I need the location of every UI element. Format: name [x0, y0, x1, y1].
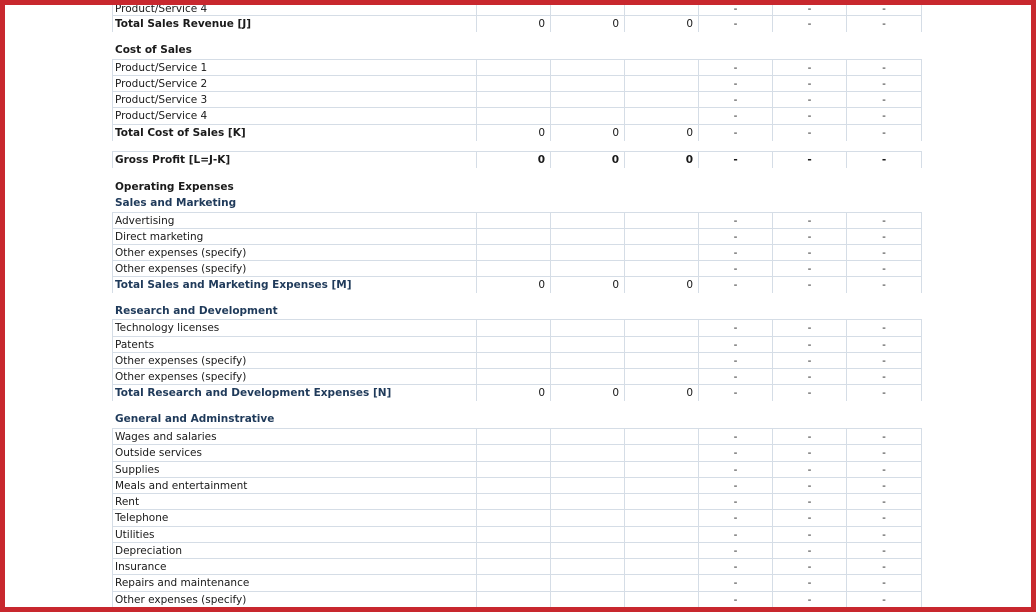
row-label: Other expenses (specify)	[115, 355, 247, 367]
projection-cell[interactable]: -	[698, 429, 772, 445]
table-row	[112, 591, 922, 608]
projection-cell[interactable]: -	[846, 76, 921, 92]
value-cell[interactable]	[624, 559, 698, 575]
projection-cell[interactable]: -	[698, 494, 772, 510]
projection-cell[interactable]: -	[698, 510, 772, 526]
projection-cell[interactable]: -	[846, 213, 921, 229]
table-row	[112, 228, 922, 245]
value-cell[interactable]: 0	[476, 385, 550, 401]
projection-cell[interactable]: -	[772, 445, 846, 461]
value-cell[interactable]: 0	[624, 277, 698, 293]
projection-cell[interactable]: -	[846, 337, 921, 353]
projection-cell[interactable]: -	[698, 16, 772, 32]
projection-cell[interactable]: -	[698, 125, 772, 141]
projection-cell[interactable]: -	[846, 353, 921, 369]
projection-cell[interactable]: -	[772, 575, 846, 591]
value-cell[interactable]	[624, 369, 698, 385]
projection-cell[interactable]: -	[772, 559, 846, 575]
grid-line	[112, 337, 113, 353]
row-label: General and Adminstrative	[115, 413, 275, 425]
grid-line	[112, 152, 113, 168]
projection-cell[interactable]: -	[846, 478, 921, 494]
row-label: Other expenses (specify)	[115, 247, 247, 259]
projection-cell[interactable]: -	[772, 261, 846, 277]
grid-line	[921, 478, 922, 494]
grid-line	[112, 527, 113, 543]
grid-line	[112, 429, 113, 445]
value-cell[interactable]: 0	[550, 16, 624, 32]
value-cell[interactable]	[550, 478, 624, 494]
table-row	[112, 260, 922, 277]
value-cell[interactable]	[624, 261, 698, 277]
section-header	[112, 303, 922, 319]
grid-line	[112, 76, 113, 92]
grid-line	[921, 245, 922, 261]
value-cell[interactable]	[624, 575, 698, 591]
value-cell[interactable]	[476, 543, 550, 559]
projection-cell[interactable]: -	[772, 245, 846, 261]
projection-cell[interactable]: -	[698, 445, 772, 461]
projection-cell[interactable]: -	[698, 60, 772, 76]
projection-cell[interactable]: -	[846, 60, 921, 76]
section-header	[112, 179, 922, 195]
table-row	[112, 477, 922, 494]
value-cell[interactable]	[550, 559, 624, 575]
value-cell[interactable]	[476, 261, 550, 277]
grid-line	[112, 277, 113, 293]
grid-line	[112, 462, 113, 478]
projection-cell[interactable]: -	[698, 559, 772, 575]
projection-cell[interactable]: -	[846, 229, 921, 245]
value-cell[interactable]: 0	[624, 385, 698, 401]
value-cell[interactable]	[476, 445, 550, 461]
section-header	[112, 195, 922, 211]
section-header	[112, 42, 922, 58]
value-cell[interactable]	[550, 527, 624, 543]
projection-cell[interactable]: -	[698, 213, 772, 229]
value-cell[interactable]	[624, 60, 698, 76]
projection-cell[interactable]: -	[846, 592, 921, 608]
projection-cell[interactable]: -	[846, 559, 921, 575]
value-cell[interactable]	[624, 478, 698, 494]
grid-line	[112, 60, 113, 76]
value-cell[interactable]: 0	[476, 152, 550, 168]
grid-line	[112, 213, 113, 229]
table-row	[112, 493, 922, 510]
projection-cell[interactable]: -	[772, 385, 846, 401]
grid-line	[112, 229, 113, 245]
value-cell[interactable]: 0	[550, 277, 624, 293]
table-row	[112, 574, 922, 591]
projection-cell[interactable]: -	[698, 229, 772, 245]
grid-line	[921, 60, 922, 76]
grid-line	[921, 445, 922, 461]
value-cell[interactable]	[550, 261, 624, 277]
row-label: Patents	[115, 339, 155, 351]
value-cell[interactable]	[476, 320, 550, 336]
projection-cell[interactable]: -	[698, 369, 772, 385]
projection-cell[interactable]: -	[846, 494, 921, 510]
grid-line	[921, 510, 922, 526]
value-cell[interactable]	[476, 92, 550, 108]
row-label: Advertising	[115, 215, 175, 227]
projection-cell[interactable]: -	[772, 60, 846, 76]
projection-cell[interactable]: -	[846, 277, 921, 293]
row-label: Total Sales Revenue [J]	[115, 18, 252, 30]
value-cell[interactable]	[624, 429, 698, 445]
grid-line	[112, 16, 113, 32]
grid-line	[921, 16, 922, 32]
projection-cell[interactable]: -	[846, 16, 921, 32]
value-cell[interactable]: 0	[550, 385, 624, 401]
value-cell[interactable]: 0	[624, 16, 698, 32]
row-label: Total Cost of Sales [K]	[115, 127, 246, 139]
value-cell[interactable]	[550, 462, 624, 478]
row-label: Repairs and maintenance	[115, 577, 250, 589]
value-cell[interactable]	[624, 543, 698, 559]
value-cell[interactable]	[550, 76, 624, 92]
value-cell[interactable]	[550, 445, 624, 461]
grid-line	[921, 213, 922, 229]
row-label: Total Research and Development Expenses [N]	[115, 387, 392, 399]
value-cell[interactable]	[476, 510, 550, 526]
projection-cell[interactable]: -	[846, 575, 921, 591]
projection-cell[interactable]: -	[698, 592, 772, 608]
projection-cell[interactable]: -	[772, 369, 846, 385]
row-label: Other expenses (specify)	[115, 263, 247, 275]
row-label: Total Sales and Marketing Expenses [M]	[115, 279, 352, 291]
grid-line	[921, 559, 922, 575]
table-row	[112, 444, 922, 461]
grid-line	[921, 369, 922, 385]
value-cell[interactable]	[476, 245, 550, 261]
grid-line	[921, 261, 922, 277]
row-label: Meals and entertainment	[115, 480, 248, 492]
grid-line	[112, 494, 113, 510]
grid-line	[112, 559, 113, 575]
value-cell[interactable]: 0	[476, 277, 550, 293]
value-cell[interactable]	[624, 592, 698, 608]
value-cell[interactable]: 0	[624, 125, 698, 141]
value-cell[interactable]	[550, 92, 624, 108]
grid-line	[112, 108, 113, 124]
table-row	[112, 276, 922, 293]
grid-line	[921, 543, 922, 559]
grid-line	[921, 76, 922, 92]
value-cell[interactable]	[550, 213, 624, 229]
value-cell[interactable]	[476, 494, 550, 510]
grid-line	[921, 385, 922, 401]
row-label: Utilities	[115, 529, 155, 541]
projection-cell[interactable]: -	[772, 1, 846, 17]
value-cell[interactable]: 0	[550, 152, 624, 168]
value-cell[interactable]	[550, 60, 624, 76]
value-cell[interactable]	[476, 76, 550, 92]
grid-line	[112, 478, 113, 494]
projection-cell[interactable]: -	[772, 353, 846, 369]
table-row	[112, 244, 922, 261]
projection-cell[interactable]: -	[846, 152, 921, 168]
grid-line	[112, 543, 113, 559]
row-label: Insurance	[115, 561, 167, 573]
value-cell[interactable]	[550, 337, 624, 353]
projection-cell[interactable]: -	[698, 353, 772, 369]
row-label: Technology licenses	[115, 322, 220, 334]
table-row	[112, 384, 922, 401]
value-cell[interactable]: 0	[476, 16, 550, 32]
value-cell[interactable]: 0	[476, 125, 550, 141]
grid-line	[112, 92, 113, 108]
grid-line	[921, 229, 922, 245]
projection-cell[interactable]: -	[846, 445, 921, 461]
row-label: Other expenses (specify)	[115, 594, 247, 606]
table-row	[112, 542, 922, 559]
grid-line	[921, 592, 922, 608]
row-label: Product/Service 1	[115, 62, 208, 74]
projection-cell[interactable]: -	[772, 462, 846, 478]
value-cell[interactable]	[476, 592, 550, 608]
value-cell[interactable]	[624, 462, 698, 478]
grid-line	[112, 592, 113, 608]
projection-cell[interactable]: -	[846, 125, 921, 141]
value-cell[interactable]	[476, 559, 550, 575]
row-label: Product/Service 2	[115, 78, 208, 90]
projection-cell[interactable]: -	[772, 108, 846, 124]
projection-cell[interactable]: -	[772, 76, 846, 92]
projection-cell[interactable]: -	[772, 16, 846, 32]
value-cell[interactable]	[476, 527, 550, 543]
row-label: Product/Service 4	[115, 110, 208, 122]
value-cell[interactable]	[550, 353, 624, 369]
grid-line	[921, 152, 922, 168]
projection-cell[interactable]: -	[846, 527, 921, 543]
projection-cell[interactable]: -	[846, 92, 921, 108]
value-cell[interactable]: 0	[624, 152, 698, 168]
value-cell[interactable]	[550, 108, 624, 124]
projection-cell[interactable]: -	[772, 92, 846, 108]
projection-cell[interactable]: -	[698, 462, 772, 478]
value-cell[interactable]	[550, 543, 624, 559]
row-label: Operating Expenses	[115, 181, 234, 193]
projection-cell[interactable]: -	[698, 92, 772, 108]
projection-cell[interactable]: -	[772, 543, 846, 559]
grid-line	[112, 353, 113, 369]
projection-cell[interactable]: -	[698, 76, 772, 92]
projection-cell[interactable]: -	[772, 429, 846, 445]
row-label: Sales and Marketing	[115, 197, 237, 209]
table-row	[112, 319, 922, 336]
value-cell[interactable]	[624, 108, 698, 124]
grid-line	[921, 92, 922, 108]
value-cell[interactable]	[550, 245, 624, 261]
value-cell[interactable]	[624, 213, 698, 229]
value-cell[interactable]	[550, 320, 624, 336]
projection-cell[interactable]: -	[698, 320, 772, 336]
grid-line	[921, 429, 922, 445]
value-cell[interactable]	[476, 60, 550, 76]
projection-cell[interactable]: -	[846, 108, 921, 124]
projection-cell[interactable]: -	[846, 245, 921, 261]
projection-cell[interactable]: -	[846, 385, 921, 401]
value-cell[interactable]: 0	[550, 125, 624, 141]
grid-line	[112, 575, 113, 591]
projection-cell[interactable]: -	[772, 229, 846, 245]
grid-line	[112, 125, 113, 141]
projection-cell[interactable]: -	[772, 494, 846, 510]
projection-cell[interactable]: -	[846, 429, 921, 445]
table-row	[112, 151, 922, 168]
row-label: Wages and salaries	[115, 431, 217, 443]
grid-line	[921, 337, 922, 353]
projection-cell[interactable]: -	[698, 152, 772, 168]
grid-line	[921, 527, 922, 543]
value-cell[interactable]	[476, 478, 550, 494]
projection-cell[interactable]: -	[772, 510, 846, 526]
grid-line	[921, 494, 922, 510]
projection-cell[interactable]: -	[698, 277, 772, 293]
grid-line	[921, 462, 922, 478]
projection-cell[interactable]: -	[698, 575, 772, 591]
value-cell[interactable]	[476, 575, 550, 591]
projection-cell[interactable]: -	[772, 478, 846, 494]
section-header	[112, 411, 922, 427]
table-row	[112, 59, 922, 76]
value-cell[interactable]	[624, 527, 698, 543]
value-cell[interactable]	[624, 76, 698, 92]
value-cell[interactable]	[624, 320, 698, 336]
projection-cell[interactable]: -	[698, 108, 772, 124]
projection-cell[interactable]: -	[846, 261, 921, 277]
projection-cell[interactable]: -	[772, 125, 846, 141]
table-row	[112, 526, 922, 543]
grid-line	[921, 125, 922, 141]
projection-cell[interactable]: -	[772, 527, 846, 543]
table-row	[112, 212, 922, 229]
grid-line	[921, 575, 922, 591]
projection-cell[interactable]: -	[698, 261, 772, 277]
table-row	[112, 75, 922, 92]
row-label: Direct marketing	[115, 231, 204, 243]
table-row	[112, 428, 922, 445]
table-row	[112, 107, 922, 124]
grid-line	[112, 261, 113, 277]
value-cell[interactable]	[624, 92, 698, 108]
projection-cell[interactable]: -	[846, 369, 921, 385]
table-row	[112, 91, 922, 108]
value-cell[interactable]	[624, 353, 698, 369]
value-cell[interactable]	[550, 592, 624, 608]
row-label: Product/Service 4	[115, 3, 208, 15]
value-cell[interactable]	[476, 337, 550, 353]
grid-line	[921, 353, 922, 369]
projection-cell[interactable]: -	[772, 320, 846, 336]
value-cell[interactable]	[624, 337, 698, 353]
grid-line	[112, 510, 113, 526]
row-label: Telephone	[115, 512, 169, 524]
value-cell[interactable]	[476, 213, 550, 229]
value-cell[interactable]	[624, 445, 698, 461]
table-row	[112, 509, 922, 526]
value-cell[interactable]	[624, 494, 698, 510]
projection-cell[interactable]: -	[846, 320, 921, 336]
projection-cell[interactable]: -	[846, 1, 921, 17]
value-cell[interactable]	[624, 510, 698, 526]
value-cell[interactable]	[550, 575, 624, 591]
grid-line	[112, 445, 113, 461]
projection-cell[interactable]: -	[772, 152, 846, 168]
grid-line	[112, 320, 113, 336]
value-cell[interactable]	[550, 369, 624, 385]
projection-cell[interactable]: -	[698, 478, 772, 494]
table-row	[112, 352, 922, 369]
value-cell[interactable]	[476, 353, 550, 369]
value-cell[interactable]	[476, 462, 550, 478]
value-cell[interactable]	[476, 108, 550, 124]
row-label: Gross Profit [L=J-K]	[115, 154, 231, 166]
projection-cell[interactable]: -	[698, 1, 772, 17]
row-label: Rent	[115, 496, 140, 508]
grid-line	[112, 245, 113, 261]
value-cell[interactable]	[550, 429, 624, 445]
value-cell[interactable]	[624, 229, 698, 245]
projection-cell[interactable]: -	[772, 337, 846, 353]
table-row	[112, 558, 922, 575]
projection-cell[interactable]: -	[698, 385, 772, 401]
grid-line	[921, 320, 922, 336]
row-label: Outside services	[115, 447, 202, 459]
table-row	[112, 124, 922, 141]
table-row	[112, 15, 922, 32]
value-cell[interactable]	[550, 229, 624, 245]
projection-cell[interactable]: -	[846, 462, 921, 478]
row-label: Cost of Sales	[115, 44, 192, 56]
grid-line	[921, 108, 922, 124]
grid-line	[112, 385, 113, 401]
table-row	[112, 368, 922, 385]
projection-cell[interactable]: -	[698, 337, 772, 353]
value-cell[interactable]	[624, 245, 698, 261]
value-cell[interactable]	[476, 229, 550, 245]
projection-cell[interactable]: -	[698, 543, 772, 559]
projection-cell[interactable]: -	[846, 543, 921, 559]
projection-cell[interactable]: -	[772, 213, 846, 229]
row-label: Other expenses (specify)	[115, 371, 247, 383]
row-label: Research and Development	[115, 305, 278, 317]
value-cell[interactable]	[550, 510, 624, 526]
grid-line	[921, 277, 922, 293]
table-row	[112, 461, 922, 478]
value-cell[interactable]	[476, 369, 550, 385]
projection-cell[interactable]: -	[772, 592, 846, 608]
table-row	[112, 336, 922, 353]
row-label: Supplies	[115, 464, 160, 476]
row-label: Depreciation	[115, 545, 182, 557]
projection-cell[interactable]: -	[772, 277, 846, 293]
projection-cell[interactable]: -	[698, 527, 772, 543]
projection-cell[interactable]: -	[698, 245, 772, 261]
grid-line	[112, 369, 113, 385]
value-cell[interactable]	[476, 429, 550, 445]
projection-cell[interactable]: -	[846, 510, 921, 526]
row-label: Product/Service 3	[115, 94, 208, 106]
value-cell[interactable]	[550, 494, 624, 510]
